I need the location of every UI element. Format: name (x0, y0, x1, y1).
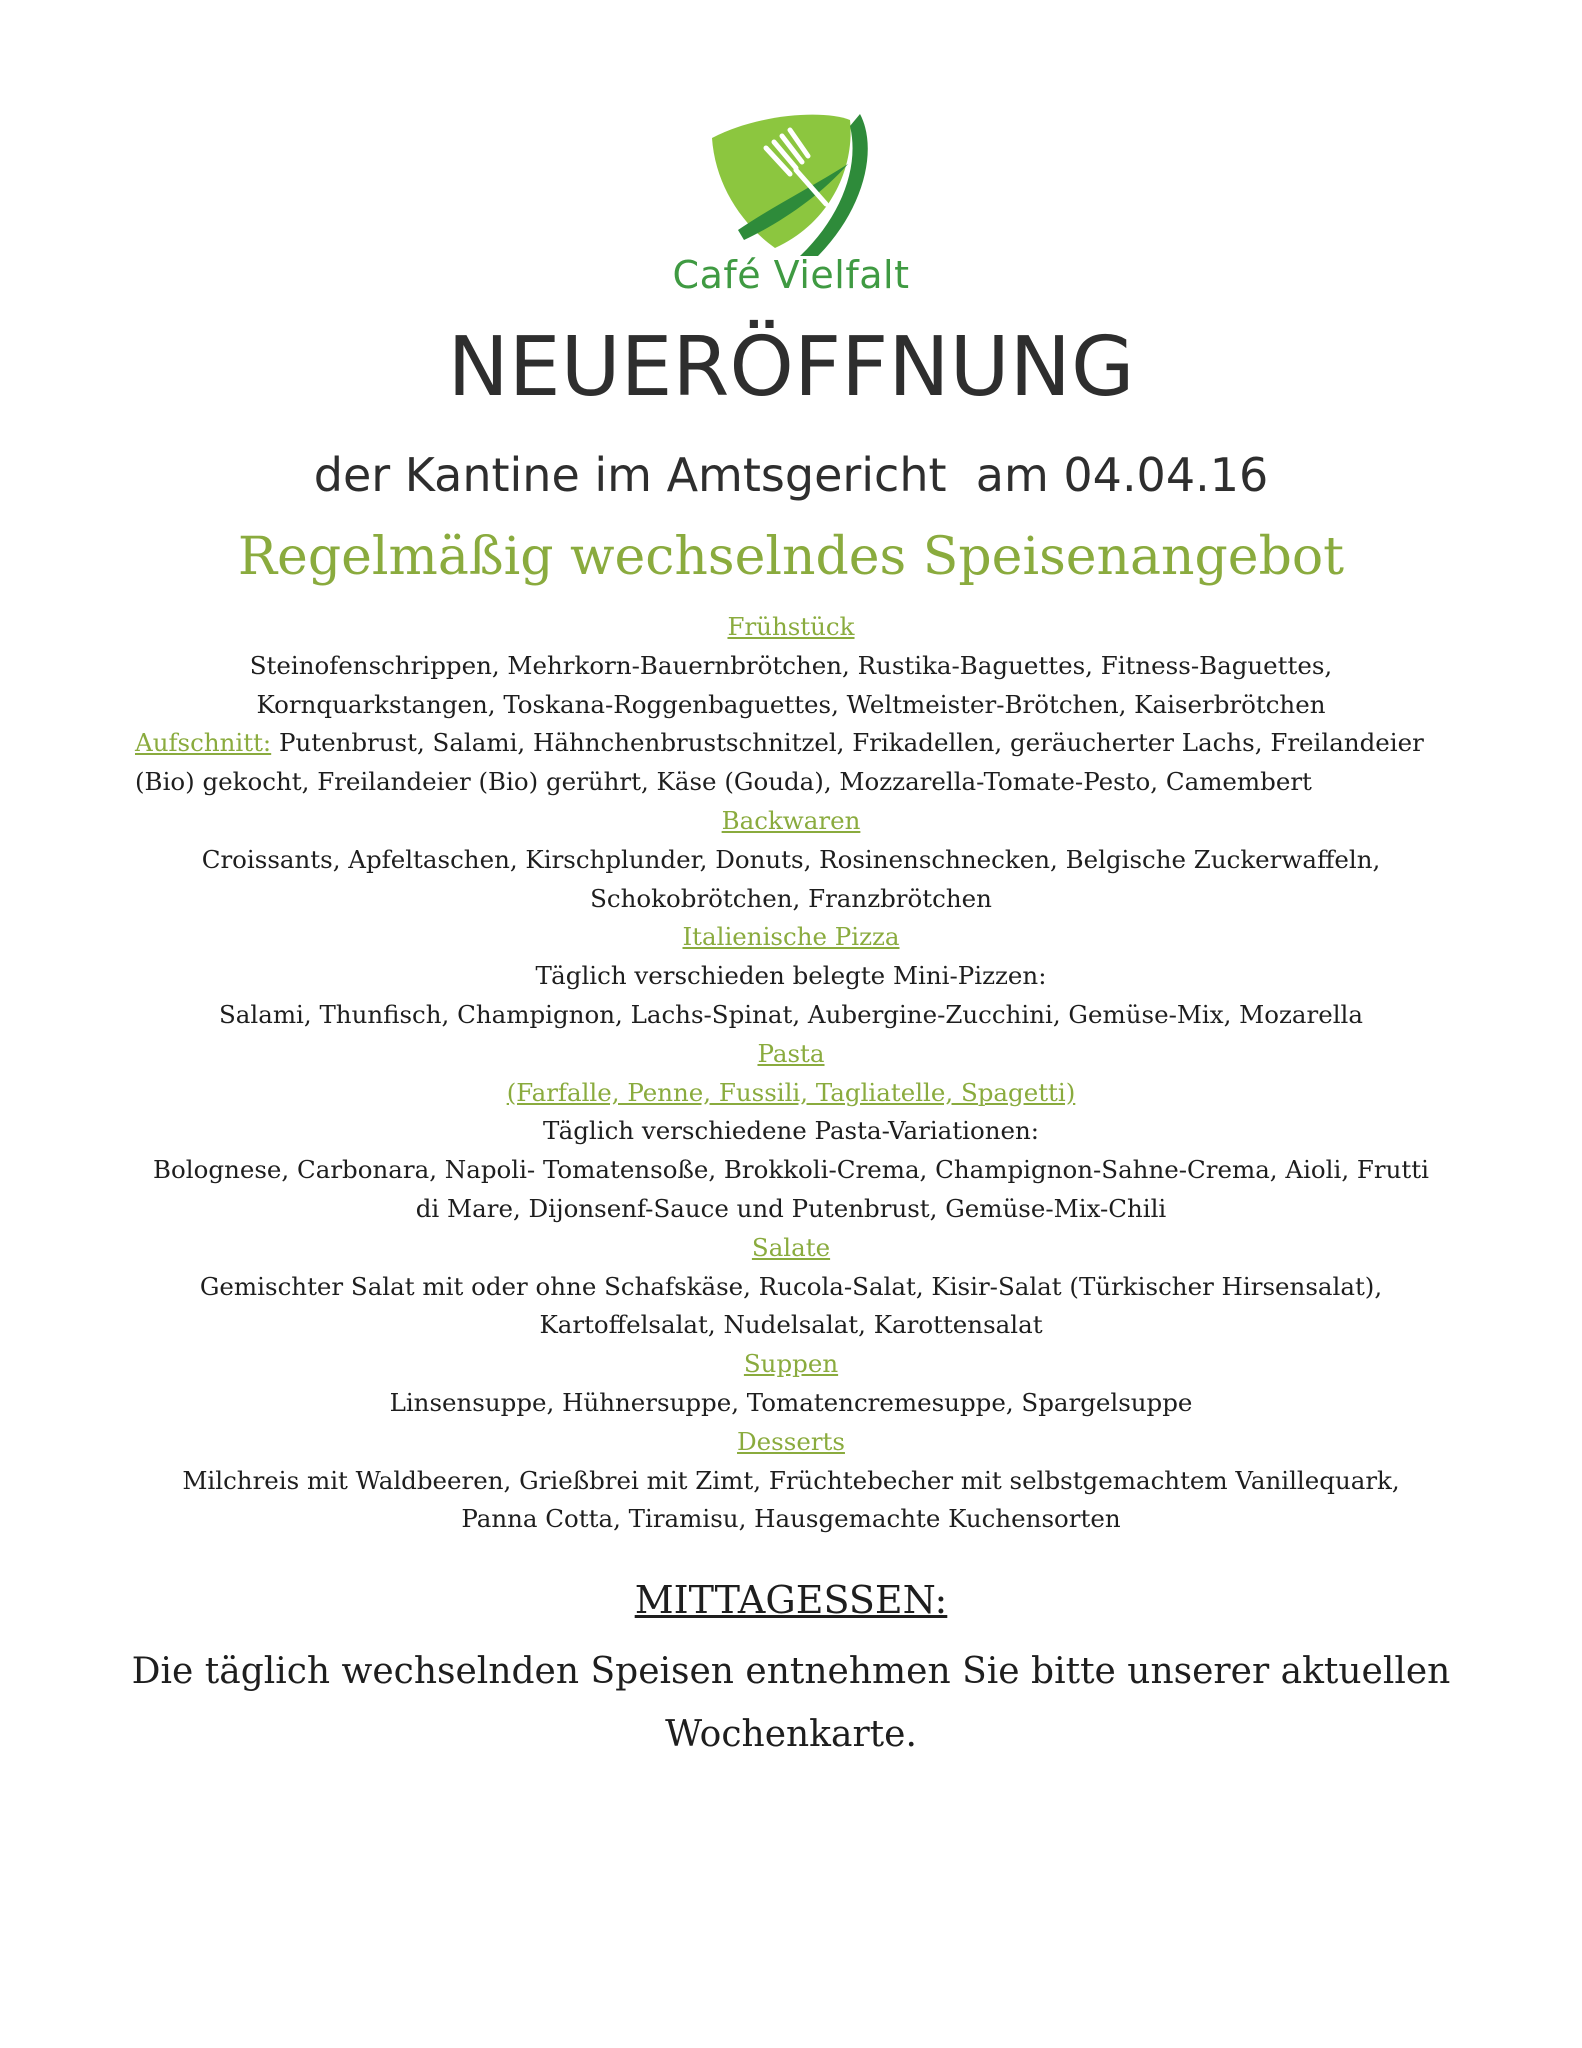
menu-line: Kartoffelsalat, Nudelsalat, Karottensalat (539, 1310, 1043, 1340)
menu-line: Kornquarkstangen, Toskana-Roggenbaguettes, Weltmeister-Brötchen, Kaiserbrötchen (256, 689, 1326, 719)
menu-line: Linsensuppe, Hühnersuppe, Tomatencremesuppe, Spargelsuppe (389, 1387, 1193, 1417)
section-title-suppen: Suppen (743, 1349, 839, 1379)
lunch-text (120, 1640, 1462, 1766)
tagline: Regelmäßig wechselndes Speisenangebot (237, 527, 1345, 587)
lunch-line: Die täglich wechselnden Speisen entnehmen Sie bitte unserer aktuellen (131, 1651, 1451, 1692)
menu-line: Gemischter Salat mit oder ohne Schafskäse, Rucola-Salat, Kisir-Salat (Türkischer Hirsensalat), (199, 1271, 1383, 1301)
menu-line: Steinofenschrippen, Mehrkorn-Bauernbrötchen, Rustika-Baguettes, Fitness-Baguettes, (249, 650, 1333, 680)
menu-line: (Bio) gekocht, Freilandeier (Bio) gerührt, Käse (Gouda), Mozzarella-Tomate-Pesto, Camembert (135, 767, 1312, 797)
section-subtitle-pasta: (Farfalle, Penne, Fussili, Tagliatelle, Spagetti) (506, 1077, 1076, 1107)
menu-line: Schokobrötchen, Franzbrötchen (590, 883, 992, 913)
menu-list (135, 608, 1447, 1539)
menu-line: Täglich verschiedene Pasta-Variationen: (542, 1116, 1040, 1146)
lunch-title: MITTAGESSEN: (634, 1578, 948, 1622)
section-title-pasta: Pasta (757, 1038, 825, 1068)
brand-name: Café Vielfalt (672, 253, 910, 297)
menu-line: Putenbrust, Salami, Hähnchenbrustschnitzel, Frikadellen, geräucherter Lachs, Freilandeier (271, 728, 1424, 758)
menu-line: Panna Cotta, Tiramisu, Hausgemachte Kuchensorten (461, 1504, 1121, 1534)
menu-line: Croissants, Apfeltaschen, Kirschplunder, Donuts, Rosinenschnecken, Belgische Zuckerwaffeln, (201, 844, 1381, 874)
aufschnitt-line (135, 724, 1447, 763)
subheadline: der Kantine im Amtsgericht am 04.04.16 (313, 448, 1269, 502)
section-title-pizza: Italienische Pizza (682, 922, 900, 952)
section-title-salate: Salate (751, 1232, 831, 1262)
headline: NEUERÖFFNUNG (447, 320, 1135, 415)
leaf-fork-logo-icon (700, 108, 880, 258)
section-title-backwaren: Backwaren (721, 805, 861, 835)
menu-line: Salami, Thunfisch, Champignon, Lachs-Spinat, Aubergine-Zucchini, Gemüse-Mix, Mozarella (218, 999, 1363, 1029)
menu-line: Täglich verschieden belegte Mini-Pizzen: (535, 961, 1047, 991)
menu-line: Bolognese, Carbonara, Napoli- Tomatensoße, Brokkoli-Crema, Champignon-Sahne-Crema, Aioli, Frutti (153, 1155, 1429, 1185)
section-title-aufschnitt: Aufschnitt: (135, 728, 272, 758)
section-title-fruehstueck: Frühstück (727, 612, 855, 641)
menu-line: di Mare, Dijonsenf-Sauce und Putenbrust, Gemüse-Mix-Chili (415, 1193, 1167, 1223)
section-title-desserts: Desserts (737, 1426, 845, 1456)
menu-line: Milchreis mit Waldbeeren, Grießbrei mit Zimt, Früchtebecher mit selbstgemachtem Vanillequark, (182, 1465, 1400, 1495)
lunch-line: Wochenkarte. (665, 1714, 917, 1755)
